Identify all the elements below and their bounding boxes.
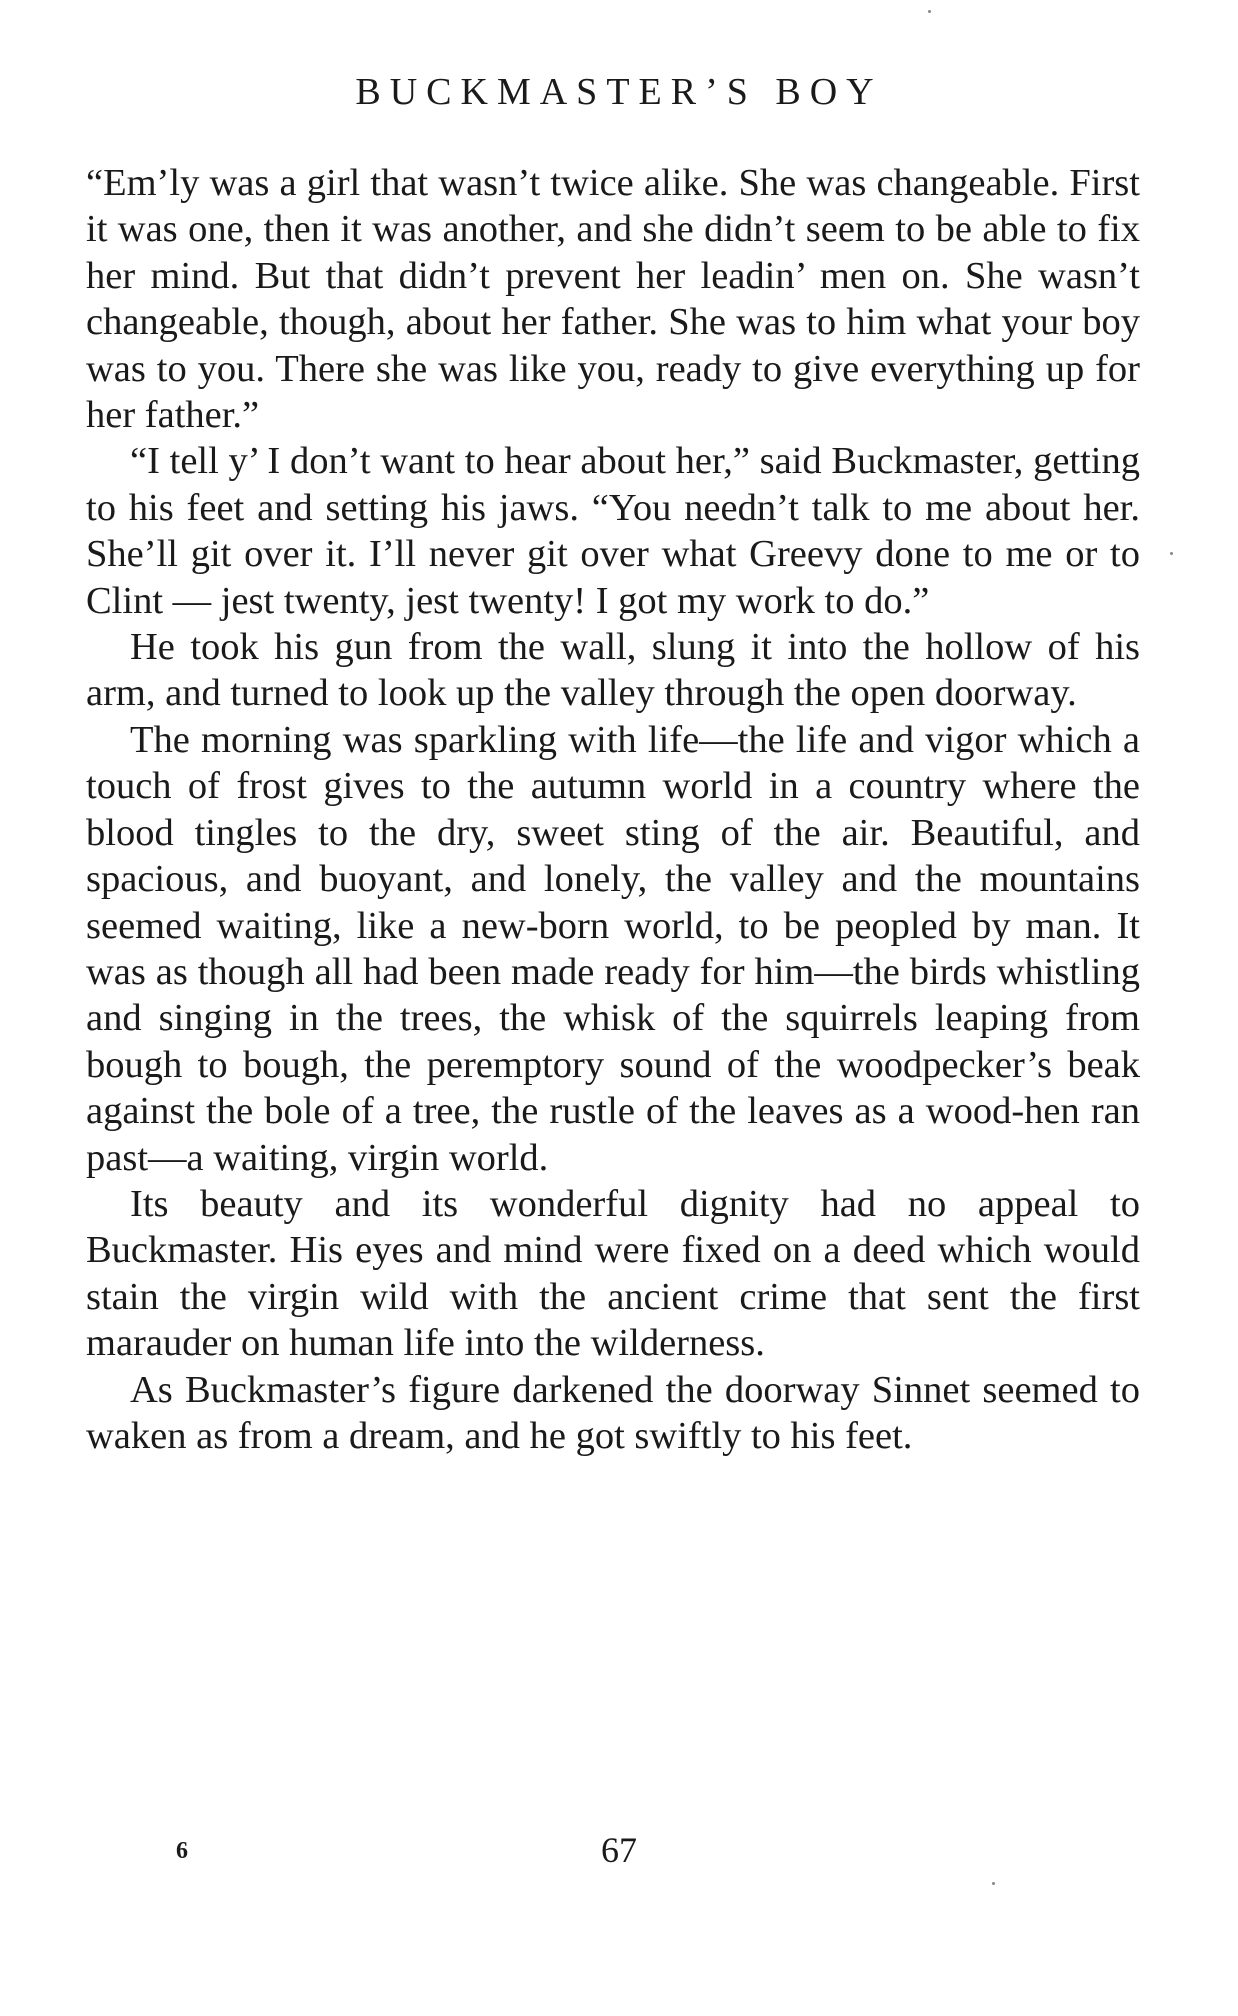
paper-speck xyxy=(992,1882,995,1885)
paper-speck xyxy=(928,10,931,13)
page-number: 67 xyxy=(601,1830,637,1870)
paper-speck xyxy=(1170,552,1173,555)
paragraph-6: As Buckmaster’s figure darkened the doorway Sinnet seemed to waken as from a dream, and he got swiftly to his feet. xyxy=(86,1368,1140,1457)
body-text xyxy=(86,160,1140,1459)
paragraph-2: “I tell y’ I don’t want to hear about her,” said Buckmaster, getting to his feet and setting his jaws. “You needn’t talk to me about her. She’ll git over it. I’ll never git over what Greevy done to me or to Clint — jest twenty, jest twenty! I got my work to do.” xyxy=(86,440,1140,622)
running-head: BUCKMASTER’S BOY xyxy=(355,71,883,113)
paragraph-5: Its beauty and its wonderful dignity had no appeal to Buckmaster. His eyes and mind were fixed on a deed which would stain the virgin wild with the ancient crime that sent the first marauder on human life into the wilderness. xyxy=(86,1182,1140,1365)
paragraph-4: The morning was sparkling with life—the life and vigor which a touch of frost gives to the autumn world in a country where the blood tingles to the dry, sweet sting of the air. Beautiful, and spacious, and buoyant, and lonely, the valley and the mountains seemed waiting, like a new-born world, to be peopled by man. It was as though all had been made ready for him—the birds whistling and singing in the trees, the whisk of the squirrels leaping from bough to bough, the peremptory sound of the woodpecker’s beak against the bole of a tree, the rustle of the leaves as a wood-hen ran past—a waiting, virgin world. xyxy=(86,718,1140,1179)
signature-mark: 6 xyxy=(176,1838,188,1864)
paragraph-3: He took his gun from the wall, slung it into the hollow of his arm, and turned to look up the valley through the open doorway. xyxy=(86,626,1140,715)
paragraph-1: “Em’ly was a girl that wasn’t twice alike. She was changeable. First it was one, then it was another, and she didn’t seem to be able to fix her mind. But that didn’t prevent her leadin’ men on. She wasn’t changeable, though, about her father. She was to him what your boy was to you. There she was like you, ready to give everything up for her father.” xyxy=(86,162,1140,437)
